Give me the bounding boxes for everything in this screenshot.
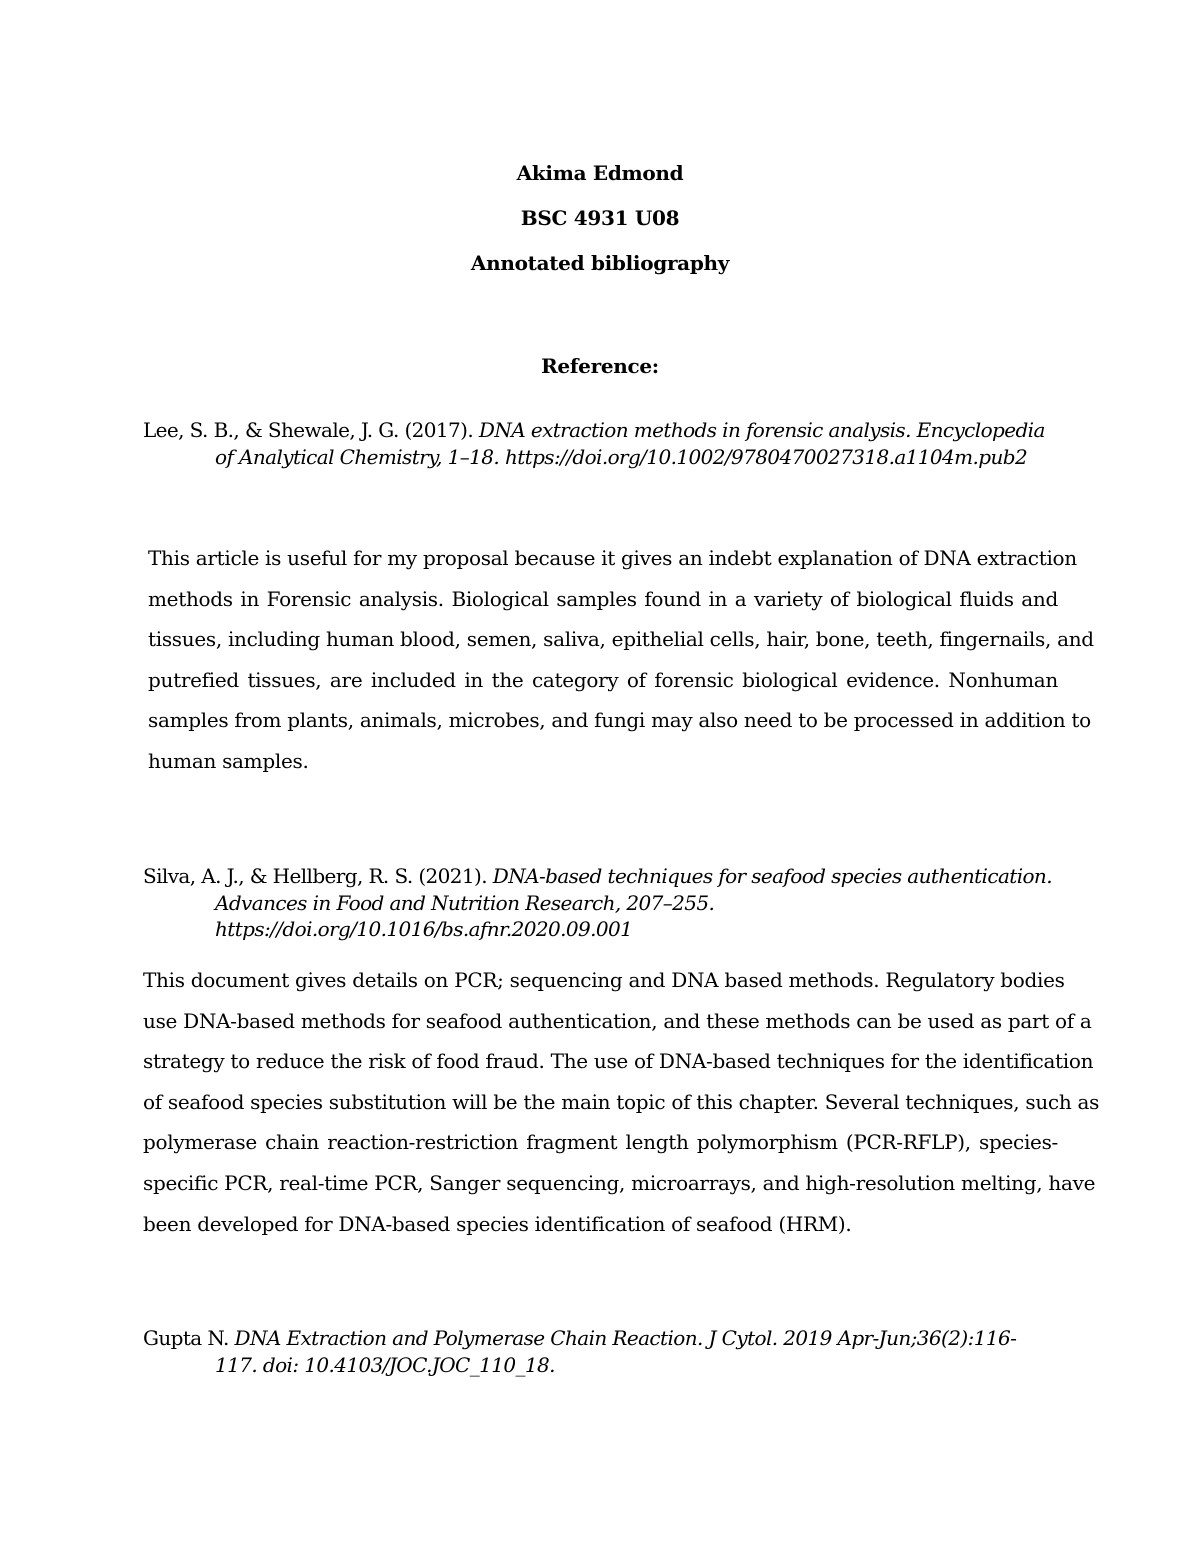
annotation-line: human samples. [148, 748, 309, 773]
annotation-line: polymerase chain reaction-restriction fragment length polymorphism (PCR-RFLP), species- [143, 1130, 1058, 1155]
citation-authors: Lee, S. B., & Shewale, J. G. (2017). [143, 418, 479, 442]
citation-title: DNA Extraction and Polymerase Chain Reaction. J Cytol. 2019 Apr-Jun;36(2):116- [234, 1326, 1017, 1350]
citation-line [143, 863, 1063, 890]
citation-gupta-2019 [143, 1325, 1063, 1378]
annotation-line: use DNA-based methods for seafood authentication, and these methods can be used as part of a [143, 1008, 1092, 1033]
citation-authors: Silva, A. J., & Hellberg, R. S. (2021). [143, 864, 493, 888]
annotation-lee-2017 [148, 538, 1094, 782]
annotation-line: This article is useful for my proposal because it gives an indebt explanation of DNA extraction [148, 546, 1077, 570]
citation-silva-2021 [143, 863, 1063, 943]
reference-heading: Reference: [541, 354, 659, 378]
annotation-line: strategy to reduce the risk of food fraud. The use of DNA-based techniques for the identification [143, 1049, 1094, 1074]
document-title: Annotated bibliography [470, 251, 730, 275]
citation-line [143, 1325, 1063, 1352]
annotation-line: putrefied tissues, are included in the category of forensic biological evidence. Nonhuman [148, 667, 1058, 692]
citation-line: https://doi.org/10.1016/bs.afnr.2020.09.001 [215, 917, 633, 941]
citation-line: 117. doi: 10.4103/JOC.JOC_110_18. [215, 1352, 555, 1377]
annotation-line: This document gives details on PCR; sequencing and DNA based methods. Regulatory bodies [143, 968, 1065, 992]
citation-line: Advances in Food and Nutrition Research, 207–255. [215, 890, 715, 915]
annotation-line: specific PCR, real-time PCR, Sanger sequencing, microarrays, and high-resolution melting, have [143, 1170, 1096, 1195]
annotation-line: of seafood species substitution will be the main topic of this chapter. Several techniques, such as [143, 1089, 1100, 1114]
annotation-silva-2021 [143, 960, 1100, 1244]
citation-lee-2017 [143, 417, 1063, 470]
citation-title: DNA-based techniques for seafood species authentication. [492, 864, 1052, 888]
author-name: Akima Edmond [516, 161, 684, 185]
citation-title: DNA extraction methods in forensic analysis. Encyclopedia [478, 418, 1045, 442]
citation-line [143, 417, 1063, 444]
citation-line: of Analytical Chemistry, 1–18. https://doi.org/10.1002/9780470027318.a1104m.pub2 [215, 444, 1028, 469]
annotation-line: methods in Forensic analysis. Biological samples found in a variety of biological fluids and [148, 586, 1058, 611]
annotation-line: samples from plants, animals, microbes, and fungi may also need to be processed in addition to [148, 708, 1091, 733]
course-code: BSC 4931 U08 [520, 206, 680, 230]
annotation-line: tissues, including human blood, semen, saliva, epithelial cells, hair, bone, teeth, fingernails, and [148, 627, 1094, 652]
annotation-line: been developed for DNA-based species identification of seafood (HRM). [143, 1211, 852, 1236]
citation-authors: Gupta N. [143, 1326, 235, 1350]
